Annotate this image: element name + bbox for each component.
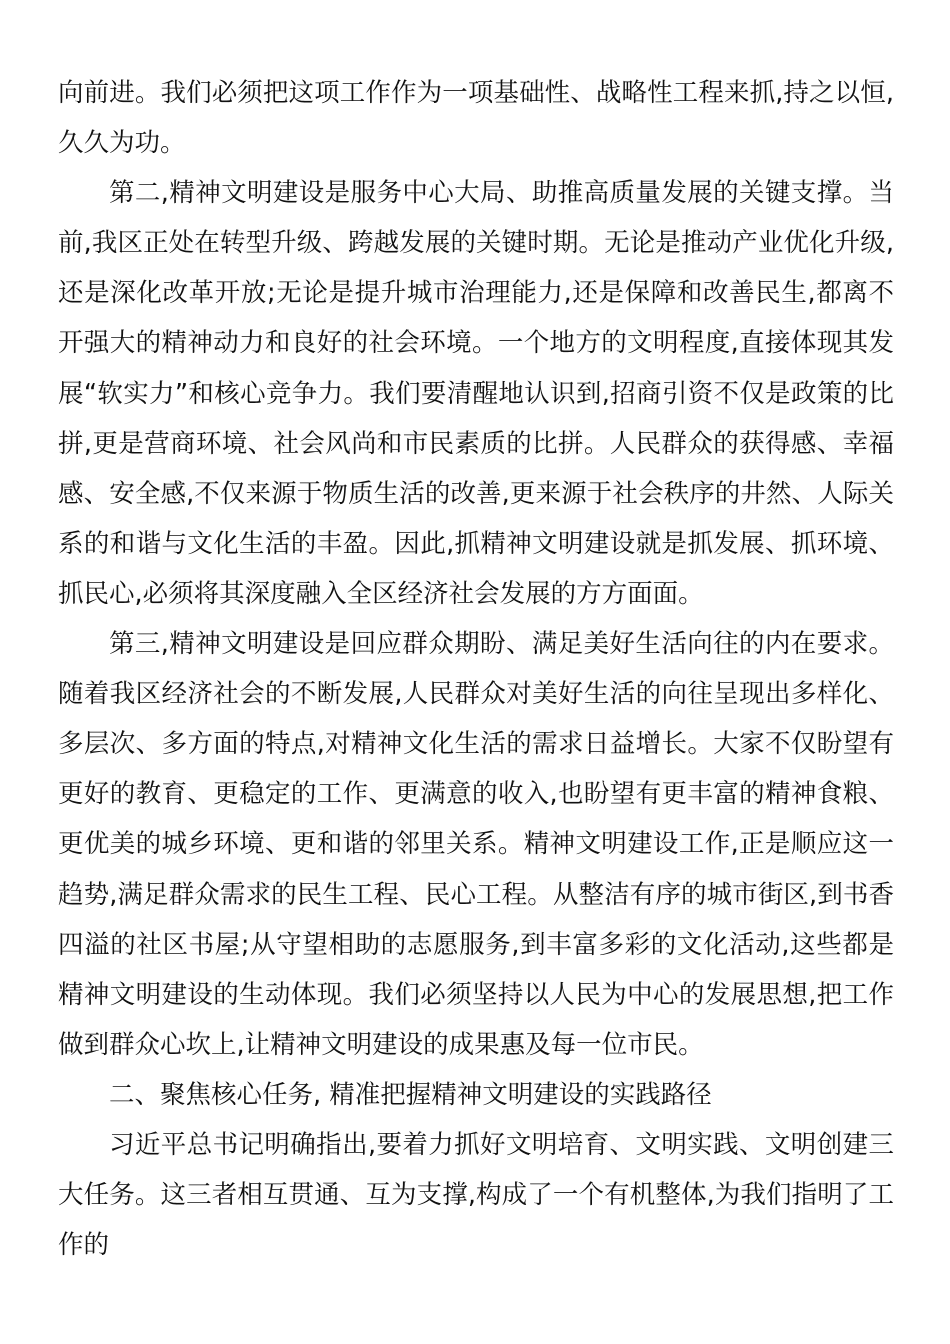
paragraph-third-point: 第三,精神文明建设是回应群众期盼、满足美好生活向往的内在要求。随着我区经济社会的不断发展,人民群众对美好生活的向往呈现出多样化、多层次、多方面的特点,对精神文化生活的需求日益增长。大家不仅盼望有更好的教育、更稳定的工作、更满意的收入,也盼望有更丰富的精神食粮、更优美的城乡环境、更和谐的邻里关系。精神文明建设工作,正是顺应这一趋势,满足群众需求的民生工程、民心工程。从整洁有序的城市街区,到书香四溢的社区书屋;从守望相助的志愿服务,到丰富多彩的文化活动,这些都是精神文明建设的生动体现。我们必须坚持以人民为中心的发展思想,把工作做到群众心坎上,让精神文明建设的成果惠及每一位市民。 [58, 629, 894, 1060]
document-page [58, 68, 894, 1270]
paragraph-tasks-intro: 习近平总书记明确指出,要着力抓好文明培育、文明实践、文明创建三大任务。这三者相互贯通、互为支撑,构成了一个有机整体,为我们指明了工作的 [58, 1129, 894, 1261]
section-heading: 二、聚焦核心任务, 精准把握精神文明建设的实践路径 [109, 1079, 712, 1110]
paragraph-continuation: 向前进。我们必须把这项工作作为一项基础性、战略性工程来抓,持之以恒,久久为功。 [58, 78, 894, 159]
paragraph-second-point: 第二,精神文明建设是服务中心大局、助推高质量发展的关键支撑。当前,我区正处在转型升级、跨越发展的关键时期。无论是推动产业优化升级,还是深化改革开放;无论是提升城市治理能力,还是保障和改善民生,都离不开强大的精神动力和良好的社会环境。一个地方的文明程度,直接体现其发展“软实力”和核心竞争力。我们要清醒地认识到,招商引资不仅是政策的比拼,更是营商环境、社会风尚和市民素质的比拼。人民群众的获得感、幸福感、安全感,不仅来源于物质生活的改善,更来源于社会秩序的井然、人际关系的和谐与文化生活的丰盈。因此,抓精神文明建设就是抓发展、抓环境、抓民心,必须将其深度融入全区经济社会发展的方方面面。 [58, 178, 894, 609]
